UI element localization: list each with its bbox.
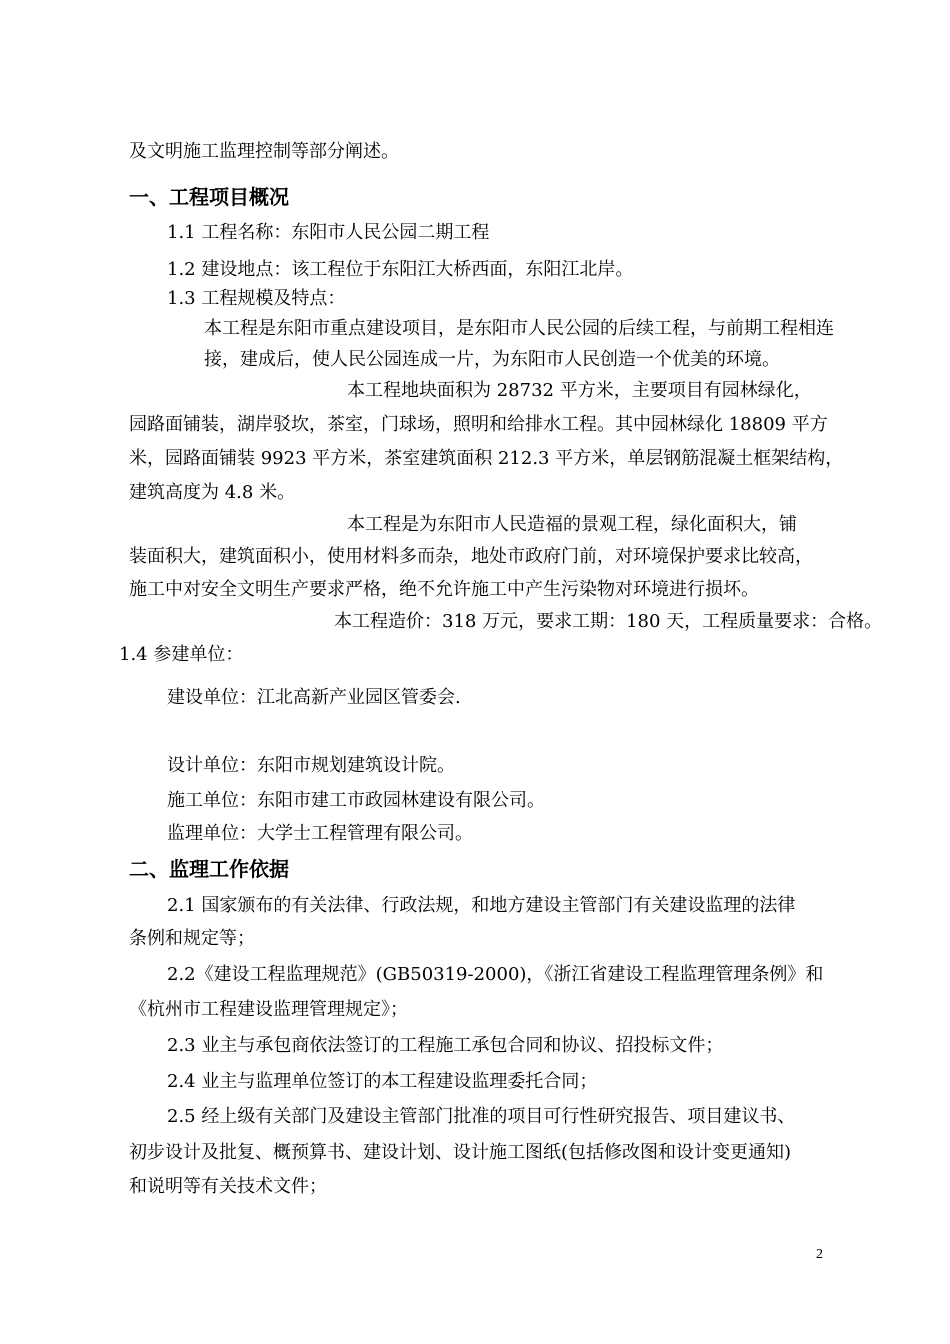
- body-line: 本工程是东阳市重点建设项目，是东阳市人民公园的后续工程，与前期工程相连: [204, 318, 834, 339]
- body-line: 《杭州市工程建设监理管理规定》；: [129, 999, 408, 1020]
- section-heading: 一、工程项目概况: [129, 185, 289, 209]
- body-line: 2.4 业主与监理单位签订的本工程建设监理委托合同；: [167, 1071, 598, 1092]
- body-line: 条例和规定等；: [129, 928, 255, 949]
- body-line: 2.3 业主与承包商依法签订的工程施工承包合同和协议、招投标文件；: [167, 1035, 724, 1056]
- body-line: 2.1 国家颁布的有关法律、行政法规，和地方建设主管部门有关建设监理的法律: [167, 895, 796, 916]
- body-line: 1.1 工程名称：东阳市人民公园二期工程: [167, 222, 490, 243]
- body-line: 1.2 建设地点：该工程位于东阳江大桥西面，东阳江北岸。: [167, 259, 634, 280]
- body-line: 装面积大，建筑面积小，使用材料多而杂，地处市政府门前，对环境保护要求比较高，: [129, 546, 813, 567]
- page-number: 2: [816, 1247, 823, 1262]
- body-line: 设计单位：东阳市规划建筑设计院。: [167, 755, 455, 776]
- body-line: 施工单位：东阳市建工市政园林建设有限公司。: [167, 790, 545, 811]
- body-line: 建筑高度为 4.8 米。: [129, 482, 296, 503]
- body-line: 1.3 工程规模及特点：: [167, 288, 346, 309]
- body-line: 及文明施工监理控制等部分阐述。: [129, 141, 399, 162]
- body-line: 施工中对安全文明生产要求严格，绝不允许施工中产生污染物对环境进行损坏。: [129, 579, 759, 600]
- body-line: 2.5 经上级有关部门及建设主管部门批准的项目可行性研究报告、项目建议书、: [167, 1106, 796, 1127]
- body-line: 本工程造价：318 万元，要求工期：180 天，工程质量要求：合格。: [334, 611, 883, 632]
- body-line: 米，园路面铺装 9923 平方米，茶室建筑面积 212.3 平方米，单层钢筋混凝土框架结构，: [129, 448, 844, 469]
- body-line: 初步设计及批复、概预算书、建设计划、设计施工图纸(包括修改图和设计变更通知): [129, 1142, 792, 1163]
- body-line: 2.2《建设工程监理规范》(GB50319-2000)，《浙江省建设工程监理管理条例》和: [167, 964, 824, 985]
- body-line: 1.4 参建单位：: [119, 644, 244, 665]
- body-line: 园路面铺装，湖岸驳坎，茶室，门球场，照明和给排水工程。其中园林绿化 18809 平方: [129, 414, 828, 435]
- body-line: 本工程地块面积为 28732 平方米，主要项目有园林绿化，: [347, 380, 812, 401]
- section-heading: 二、监理工作依据: [129, 857, 289, 881]
- body-line: 和说明等有关技术文件；: [129, 1176, 327, 1197]
- body-line: 本工程是为东阳市人民造福的景观工程，绿化面积大，铺: [347, 514, 797, 535]
- body-line: 接，建成后，使人民公园连成一片，为东阳市人民创造一个优美的环境。: [204, 349, 780, 370]
- body-line: 监理单位：大学士工程管理有限公司。: [167, 823, 473, 844]
- body-line: 建设单位：江北高新产业园区管委会.: [167, 687, 461, 708]
